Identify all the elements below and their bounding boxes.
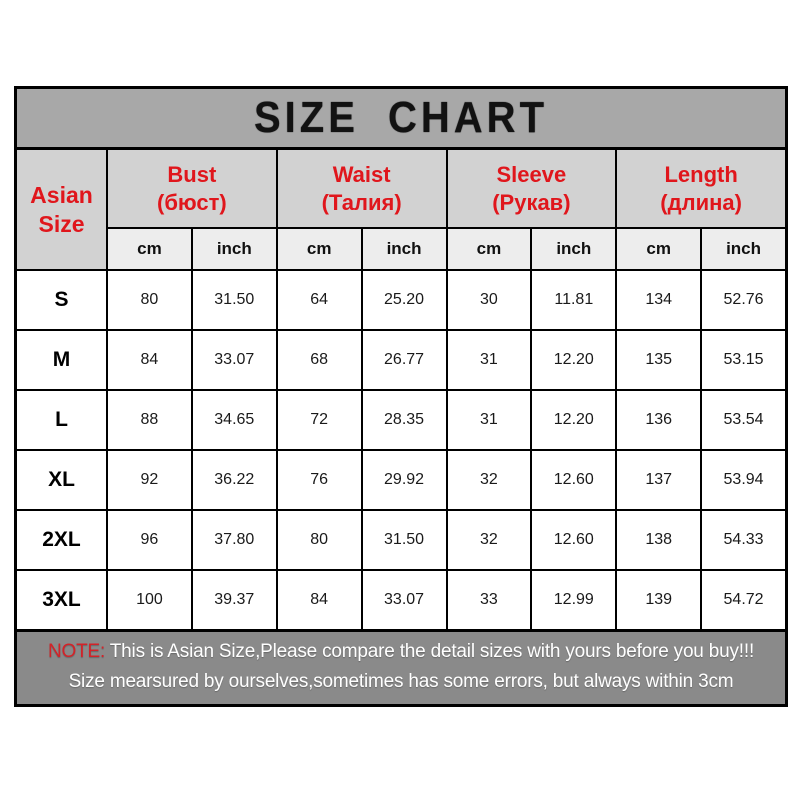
unit-header: cm	[617, 229, 700, 269]
value-cell: 32	[448, 451, 531, 509]
value-cell: 11.81	[532, 271, 615, 329]
measurements-grid	[17, 150, 785, 629]
value-cell: 53.94	[702, 451, 785, 509]
length-label-en: Length	[664, 161, 738, 187]
value-cell: 33.07	[193, 331, 276, 389]
column-header-bust	[108, 150, 276, 227]
note-line-1	[21, 637, 781, 667]
size-label-2xl: 2XL	[17, 511, 106, 569]
value-cell: 100	[108, 571, 191, 629]
unit-header: inch	[532, 229, 615, 269]
value-cell: 135	[617, 331, 700, 389]
unit-header: inch	[193, 229, 276, 269]
value-cell: 54.33	[702, 511, 785, 569]
value-cell: 88	[108, 391, 191, 449]
size-chart-table	[14, 86, 788, 707]
corner-line-2: Size	[38, 210, 85, 237]
value-cell: 31	[448, 391, 531, 449]
value-cell: 12.60	[532, 451, 615, 509]
unit-header: inch	[363, 229, 446, 269]
size-label-l: L	[17, 391, 106, 449]
unit-header: cm	[278, 229, 361, 269]
value-cell: 33	[448, 571, 531, 629]
note-line-2: Size mearsured by ourselves,sometimes has some errors, but always within 3cm	[68, 671, 734, 692]
sleeve-label-en: Sleeve	[496, 161, 567, 187]
bust-label-ru: (бюст)	[157, 189, 227, 215]
note-text-1: This is Asian Size,Please compare the detail sizes with yours before you buy!!!	[109, 641, 755, 662]
bust-label-en: Bust	[167, 161, 217, 187]
value-cell: 33.07	[363, 571, 446, 629]
value-cell: 52.76	[702, 271, 785, 329]
value-cell: 37.80	[193, 511, 276, 569]
size-label-3xl: 3XL	[17, 571, 106, 629]
value-cell: 54.72	[702, 571, 785, 629]
value-cell: 12.99	[532, 571, 615, 629]
title-bar	[17, 89, 785, 150]
value-cell: 64	[278, 271, 361, 329]
column-header-sleeve	[448, 150, 616, 227]
value-cell: 53.54	[702, 391, 785, 449]
length-label-ru: (длина)	[660, 189, 742, 215]
value-cell: 31.50	[193, 271, 276, 329]
corner-line-1: Asian	[30, 181, 93, 208]
waist-label-ru: (Талия)	[321, 189, 402, 215]
unit-header: cm	[448, 229, 531, 269]
value-cell: 12.20	[532, 391, 615, 449]
value-cell: 72	[278, 391, 361, 449]
size-label-s: S	[17, 271, 106, 329]
value-cell: 96	[108, 511, 191, 569]
value-cell: 137	[617, 451, 700, 509]
value-cell: 34.65	[193, 391, 276, 449]
value-cell: 139	[617, 571, 700, 629]
value-cell: 31.50	[363, 511, 446, 569]
value-cell: 31	[448, 331, 531, 389]
value-cell: 92	[108, 451, 191, 509]
value-cell: 80	[278, 511, 361, 569]
value-cell: 28.35	[363, 391, 446, 449]
value-cell: 84	[108, 331, 191, 389]
corner-header-asian-size	[17, 150, 106, 269]
value-cell: 53.15	[702, 331, 785, 389]
value-cell: 80	[108, 271, 191, 329]
value-cell: 12.60	[532, 511, 615, 569]
unit-header: cm	[108, 229, 191, 269]
value-cell: 36.22	[193, 451, 276, 509]
chart-title: SIZE CHART	[254, 93, 548, 142]
size-label-m: M	[17, 331, 106, 389]
value-cell: 25.20	[363, 271, 446, 329]
note-label: NOTE:	[47, 641, 106, 662]
value-cell: 136	[617, 391, 700, 449]
value-cell: 26.77	[363, 331, 446, 389]
note-bar	[17, 629, 785, 704]
value-cell: 30	[448, 271, 531, 329]
sleeve-label-ru: (Рукав)	[492, 189, 571, 215]
waist-label-en: Waist	[332, 161, 391, 187]
value-cell: 138	[617, 511, 700, 569]
size-label-xl: XL	[17, 451, 106, 509]
value-cell: 84	[278, 571, 361, 629]
value-cell: 76	[278, 451, 361, 509]
column-header-waist	[278, 150, 446, 227]
value-cell: 12.20	[532, 331, 615, 389]
unit-header: inch	[702, 229, 785, 269]
value-cell: 134	[617, 271, 700, 329]
column-header-length	[617, 150, 785, 227]
value-cell: 68	[278, 331, 361, 389]
value-cell: 29.92	[363, 451, 446, 509]
value-cell: 32	[448, 511, 531, 569]
value-cell: 39.37	[193, 571, 276, 629]
